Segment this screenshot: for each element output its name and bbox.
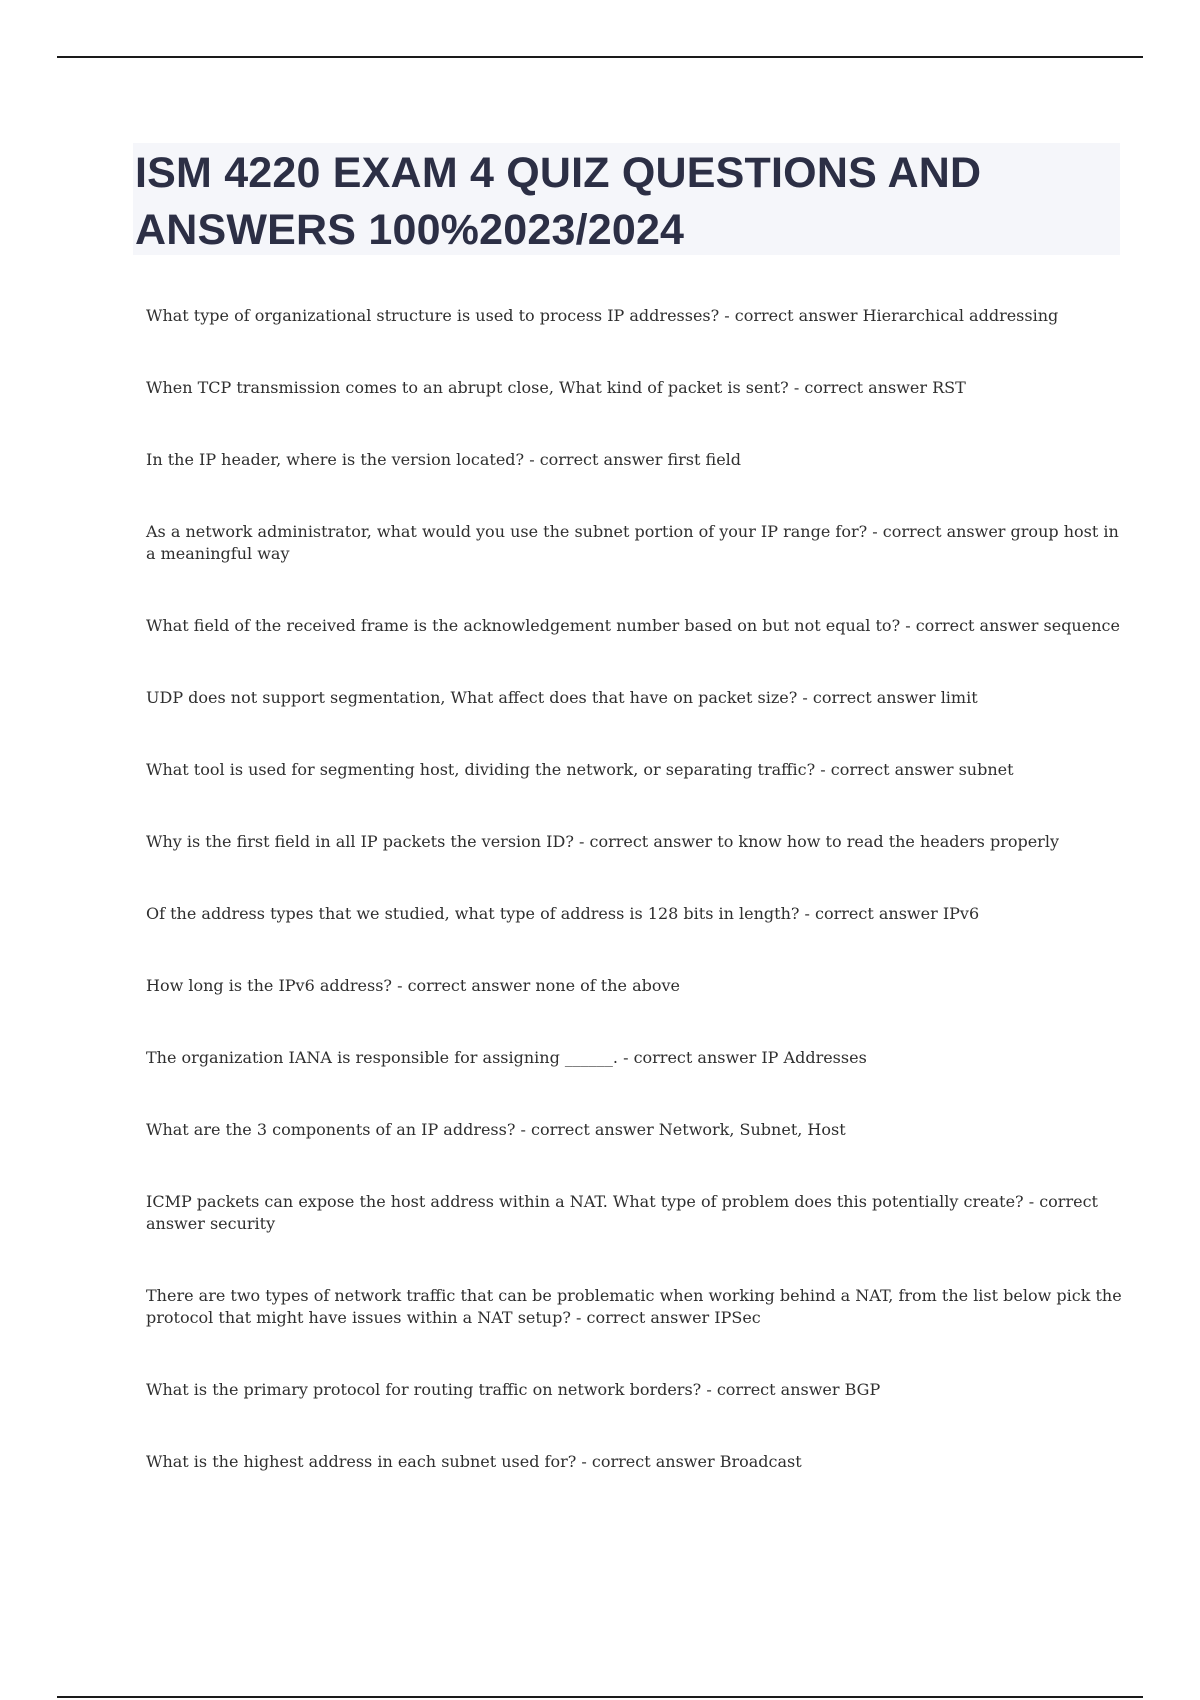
qa-item: The organization IANA is responsible for assigning ______. - correct answer IP Addresses [146, 1048, 867, 1067]
bottom-rule [57, 1696, 1143, 1698]
qa-list [146, 305, 1126, 1523]
qa-item: What tool is used for segmenting host, dividing the network, or separating traffic? - correct answer subnet [146, 760, 1014, 779]
qa-item: Why is the first field in all IP packets the version ID? - correct answer to know how to read the headers properly [146, 832, 1059, 851]
qa-item: There are two types of network traffic that can be problematic when working behind a NAT, from the list below pick the protocol that might have issues within a NAT setup? - correct answer IPSec [146, 1286, 1122, 1327]
qa-item: What field of the received frame is the acknowledgement number based on but not equal to? - correct answer sequence [146, 616, 1120, 635]
qa-item: ICMP packets can expose the host address within a NAT. What type of problem does this potentially create? - correct answer security [146, 1192, 1098, 1233]
qa-item: As a network administrator, what would you use the subnet portion of your IP range for? - correct answer group host in a meaningful way [146, 522, 1119, 563]
qa-item: What are the 3 components of an IP address? - correct answer Network, Subnet, Host [146, 1120, 846, 1139]
qa-item: What is the highest address in each subnet used for? - correct answer Broadcast [146, 1452, 802, 1471]
qa-item: What type of organizational structure is used to process IP addresses? - correct answer Hierarchical addressing [146, 306, 1059, 325]
qa-item: In the IP header, where is the version located? - correct answer first field [146, 450, 742, 469]
qa-item: When TCP transmission comes to an abrupt close, What kind of packet is sent? - correct answer RST [146, 378, 966, 397]
qa-item: What is the primary protocol for routing traffic on network borders? - correct answer BGP [146, 1380, 881, 1399]
qa-item: Of the address types that we studied, what type of address is 128 bits in length? - correct answer IPv6 [146, 904, 980, 923]
qa-item: How long is the IPv6 address? - correct answer none of the above [146, 976, 680, 995]
top-rule [57, 56, 1143, 58]
qa-item: UDP does not support segmentation, What affect does that have on packet size? - correct answer limit [146, 688, 978, 707]
document-title: ISM 4220 EXAM 4 QUIZ QUESTIONS AND ANSWERS 100%2023/2024 [135, 149, 982, 254]
title-banner [133, 143, 1120, 255]
